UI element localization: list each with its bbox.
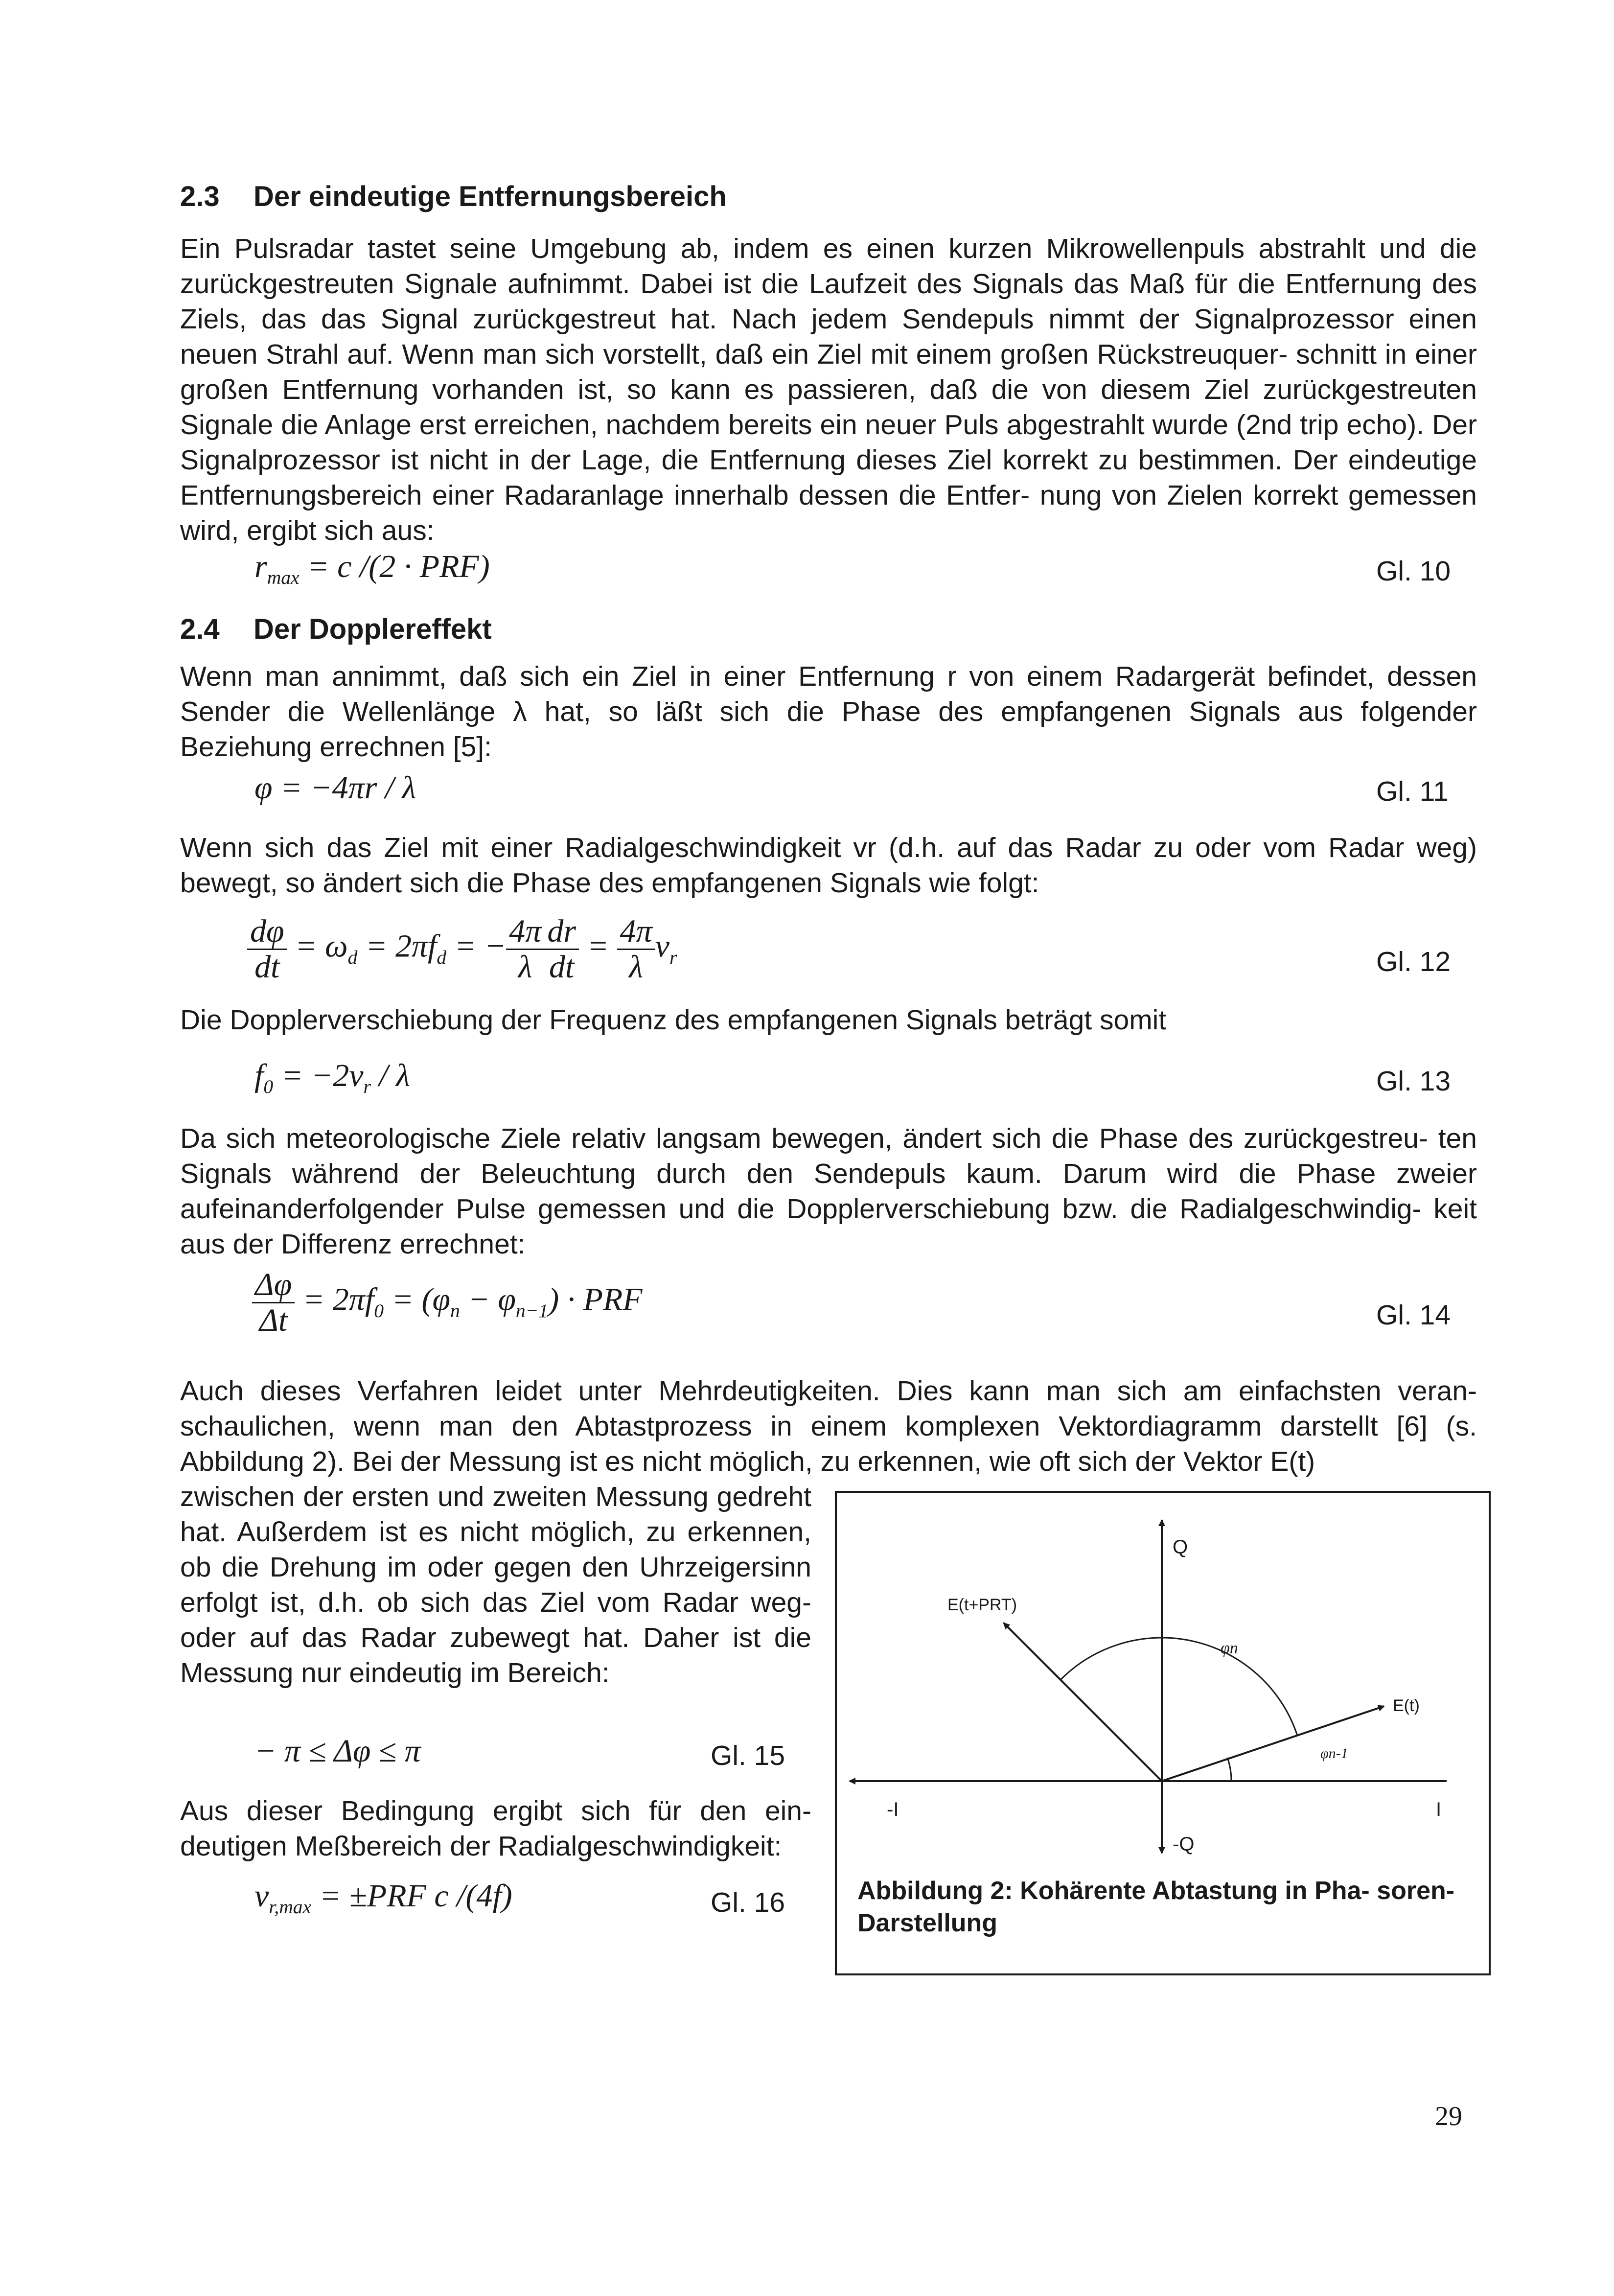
paragraph-doppler-intro: Wenn man annimmt, daß sich ein Ziel in einer Entfernung r von einem Radargerät befindet, dessen Sender die Wellenlänge λ hat, so läßt sich die Phase des empfangenen Signals aus folgender Beziehung errechnen [5]: [180,661,1477,763]
equation-15: − π ≤ Δφ ≤ π [254,1733,421,1769]
equation-label-10: Gl. 10 [1376,556,1451,587]
paragraph-velocity-range: Aus dieser Bedingung ergibt sich für den ein- deutigen Meßbereich der Radialgeschwindigkeit: [180,1795,811,1862]
label-neg-i: -I [887,1799,899,1820]
phi-n-1-arc [1227,1758,1231,1781]
section-title: Der eindeutige Entfernungsbereich [254,181,727,212]
label-i: I [1436,1799,1442,1820]
equation-label-12: Gl. 12 [1376,946,1451,977]
section-heading-2-3 [180,180,727,213]
equation-label-11: Gl. 11 [1376,776,1449,807]
label-q: Q [1173,1536,1188,1558]
figure-caption: Abbildung 2: Kohärente Abtastung in Pha- soren-Darstellung [857,1877,1455,1937]
label-e-t-prt: E(t+PRT) [947,1596,1017,1614]
section-number: 2.4 [180,613,220,645]
equation-14: $\frac{\Delta\varphi}{\Delta t}$ = $2\pi f_0 = (\varphi_n - \varphi_{n-1})$ · PRF [252,1268,643,1338]
section-number: 2.3 [180,181,220,212]
label-phi-n-1: φn-1 [1320,1745,1348,1762]
section-title: Der Dopplereffekt [254,613,492,645]
equation-16: $v_{r,max} = \pm PRF$ c /(4f) [254,1878,512,1918]
paragraph-radial-velocity: Wenn sich das Ziel mit einer Radialgeschwindigkeit vr (d.h. auf das Radar zu oder vom Radar weg) bewegt, so ändert sich die Phase des empfangenen Signals wie folgt: [180,832,1477,899]
vector-e-t-prt [1004,1623,1162,1781]
paragraph-doppler-shift: Die Dopplerverschiebung der Frequenz des empfangenen Signals beträgt somit [180,1004,1167,1036]
equation-11: φ = −4πr / λ [254,770,416,806]
equation-12: $\frac{d\varphi}{dt}$ = $\omega_d = 2\pi f_d$ = − $\frac{4\pi}{\lambda}$ $\frac{dr}{dt}$ = $\frac{4\pi}{\lambda}$ $v_r$ [247,914,677,984]
paragraph-phase-difference: Da sich meteorologische Ziele relativ langsam bewegen, ändert sich die Phase des zurückgestreu- ten Signals während der Beleuchtung durch den Sendepuls kaum. Darum wird die Phase zweier aufeinanderfolgender Pulse gemessen und die Dopplerverschiebung bzw. die Radialgeschwindig- keit aus der Differenz errechnet: [180,1123,1477,1260]
phi-n-arc [1060,1638,1297,1736]
equation-label-15: Gl. 15 [711,1740,785,1771]
label-e-t: E(t) [1393,1696,1420,1715]
equation-13: $f_0 = -2v_r / \lambda$ [254,1058,410,1098]
label-phi-n: φn [1221,1639,1238,1657]
paragraph-range: Ein Pulsradar tastet seine Umgebung ab, indem es einen kurzen Mikrowellenpuls abstrahlt und die zurückgestreuten Signale aufnimmt. Dabei ist die Laufzeit des Signals das Maß für die Entfernung des Ziels, das das Signal zurückgestreut hat. Nach jedem Sendepuls nimmt der Signalprozessor einen neuen Strahl auf. Wenn man sich vorstellt, daß ein Ziel mit einem großen Rückstreuquer- schnitt in einer großen Entfernung vorhanden ist, so kann es passieren, daß die von diesem Ziel zurückgestreuten Signale die Anlage erst erreichen, nachdem bereits ein neuer Puls abgestrahlt wurde (2nd trip echo). Der Signalprozessor ist nicht in der Lage, die Entfernung dieses Ziel korrekt zu bestimmen. Der eindeutige Entfernungsbereich einer Radaranlage innerhalb dessen die Entfer- nung von Zielen korrekt gemessen wird, ergibt sich aus: [180,233,1477,546]
equation-label-14: Gl. 14 [1376,1299,1451,1331]
equation-label-16: Gl. 16 [711,1887,785,1918]
label-neg-q: -Q [1173,1833,1195,1855]
phasor-diagram [835,1491,1491,1873]
page-number: 29 [1435,2101,1462,2132]
equation-label-13: Gl. 13 [1376,1066,1451,1097]
section-heading-2-4 [180,613,492,646]
vector-e-t [1162,1706,1384,1781]
paragraph-ambiguity: Auch dieses Verfahren leidet unter Mehrdeutigkeiten. Dies kann man sich am einfachsten veran- schaulichen, wenn man den Abtastprozess in einem komplexen Vektordiagramm darstellt [6] (s. Abbildung 2). Bei der Messung ist es nicht möglich, zu erkennen, wie oft sich der Vektor E(t) [180,1375,1477,1477]
paragraph-ambiguity-continued: zwischen der ersten und zweiten Messung gedreht hat. Außerdem ist es nicht möglich, zu erkennen, ob die Drehung im oder gegen den Uhrzeigersinn erfolgt ist, d.h. ob sich das Ziel vom Radar weg- oder auf das Radar zubewegt hat. Daher ist die Messung nur eindeutig im Bereich: [180,1481,811,1689]
equation-10: $r_{max} = c$ /(2 · PRF) [254,549,490,589]
